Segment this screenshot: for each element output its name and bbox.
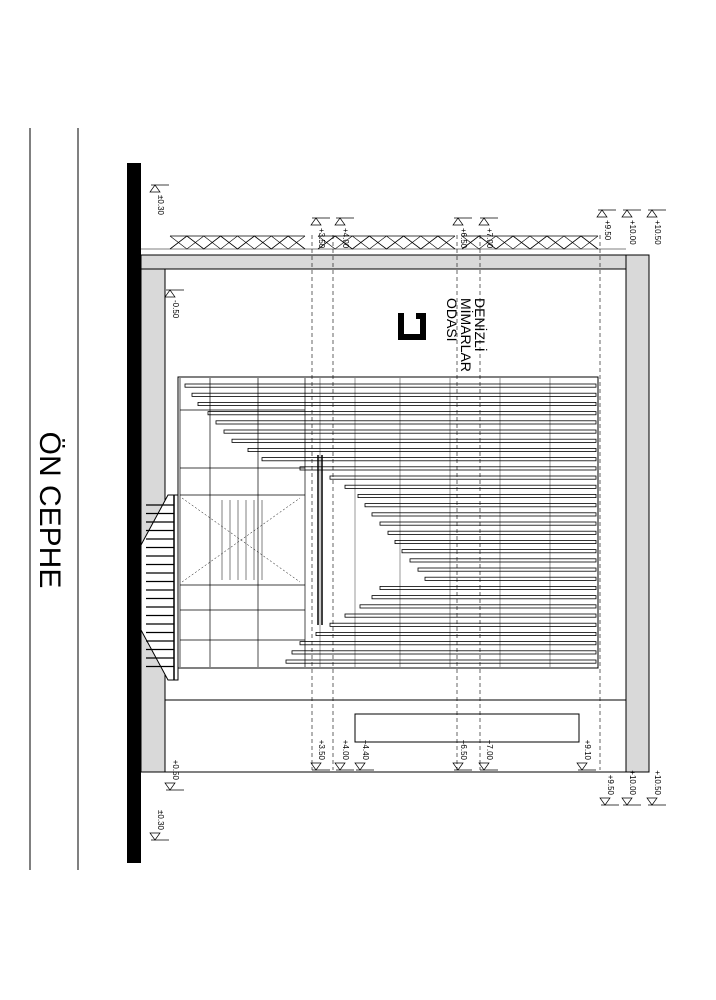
- louver-bar: [372, 596, 596, 599]
- louver-bar: [365, 504, 596, 507]
- louver-bar: [388, 531, 596, 534]
- level-marker: [647, 210, 666, 245]
- level-label: +10.50: [653, 770, 662, 795]
- level-marker: [647, 770, 666, 805]
- level-marker: [453, 218, 472, 249]
- louver-bar: [300, 642, 596, 645]
- sheet-title: ÖN CEPHE: [33, 431, 66, 589]
- level-triangle: [165, 783, 175, 790]
- left-side-wall: [141, 255, 649, 269]
- brand-text-group: [444, 298, 489, 372]
- truss-segment: [462, 236, 598, 249]
- level-label: +9.50: [606, 774, 615, 795]
- level-triangle: [150, 185, 160, 192]
- level-label: +6.50: [459, 228, 468, 249]
- roof-truss: [170, 236, 598, 249]
- louver-bar: [345, 485, 596, 488]
- level-triangle: [311, 218, 321, 225]
- level-triangle: [622, 798, 632, 805]
- truss-segment: [462, 236, 598, 249]
- louver-bar: [380, 522, 596, 525]
- louver-bar: [292, 651, 596, 654]
- level-label: +3.50: [317, 739, 326, 760]
- level-marker: [150, 185, 169, 216]
- level-label: +9.10: [583, 739, 592, 760]
- level-label: +10.00: [628, 770, 637, 795]
- louver-bar: [402, 550, 596, 553]
- right-block-recess: [355, 714, 579, 742]
- level-triangle: [335, 218, 345, 225]
- level-label: ±0.30: [156, 810, 165, 830]
- level-label: +4.00: [341, 739, 350, 760]
- truss-segment: [318, 236, 455, 249]
- louver-bar: [232, 439, 596, 442]
- level-guidelines: [141, 235, 626, 770]
- level-triangle: [597, 210, 607, 217]
- louver-bar: [395, 540, 596, 543]
- truss-segment: [170, 236, 305, 249]
- louver-bar: [358, 494, 596, 497]
- level-triangle: [647, 798, 657, 805]
- chamber-logo: [398, 313, 426, 340]
- level-marker: [165, 290, 184, 319]
- sheet-title-group: [33, 432, 66, 589]
- level-label: +10.00: [628, 220, 637, 245]
- level-label: +9.50: [603, 220, 612, 241]
- louver-bar: [185, 384, 596, 387]
- level-label: +10.50: [653, 220, 662, 245]
- level-label: +7.00: [485, 228, 494, 249]
- level-label: +0.50: [171, 759, 180, 780]
- louver-bar: [380, 586, 596, 589]
- roof-slab: [626, 255, 649, 772]
- brand-line-2: MİMARLAR: [458, 298, 474, 372]
- level-label: ±0.30: [156, 195, 165, 215]
- level-marker: [622, 210, 641, 245]
- level-triangle: [150, 833, 160, 840]
- louver-bar: [372, 513, 596, 516]
- level-label: -0.50: [171, 300, 180, 319]
- truss-segment: [318, 236, 455, 249]
- louver-bar: [316, 632, 596, 635]
- louver-bar: [224, 430, 596, 433]
- louver-bar: [286, 660, 596, 663]
- level-triangle: [647, 210, 657, 217]
- level-marker: [479, 218, 498, 249]
- louver-bar: [248, 448, 596, 451]
- truss-segment: [170, 236, 305, 249]
- level-triangle: [479, 218, 489, 225]
- level-marker: [311, 218, 330, 249]
- brand-line-3: ODASI: [444, 298, 460, 342]
- level-marker: [600, 775, 619, 805]
- level-marker: [150, 810, 169, 840]
- louver-bar: [410, 559, 596, 562]
- level-triangle: [600, 798, 610, 805]
- level-label: +3.50: [317, 228, 326, 249]
- brand-line-1: DENİZLİ: [472, 298, 488, 352]
- level-triangle: [453, 218, 463, 225]
- louver-group: [185, 384, 596, 663]
- louver-bar: [300, 467, 596, 470]
- louver-bar: [418, 568, 596, 571]
- level-label: +4.40: [361, 739, 370, 760]
- level-label: +4.00: [341, 228, 350, 249]
- louver-bar: [208, 412, 596, 415]
- louver-bar: [330, 476, 596, 479]
- level-markers-top: [150, 185, 666, 319]
- level-label: +7.00: [485, 739, 494, 760]
- level-marker: [335, 218, 354, 249]
- louver-bar: [330, 623, 596, 626]
- level-label: +6.50: [459, 739, 468, 760]
- louver-bar: [360, 605, 596, 608]
- louver-bar: [345, 614, 596, 617]
- level-triangle: [165, 290, 175, 297]
- logo-mark: [398, 313, 426, 340]
- louver-bar: [192, 393, 596, 396]
- level-triangle: [622, 210, 632, 217]
- louver-bar: [425, 577, 596, 580]
- level-marker: [622, 770, 641, 805]
- louver-bar: [216, 421, 596, 424]
- ground-slab: [127, 163, 141, 863]
